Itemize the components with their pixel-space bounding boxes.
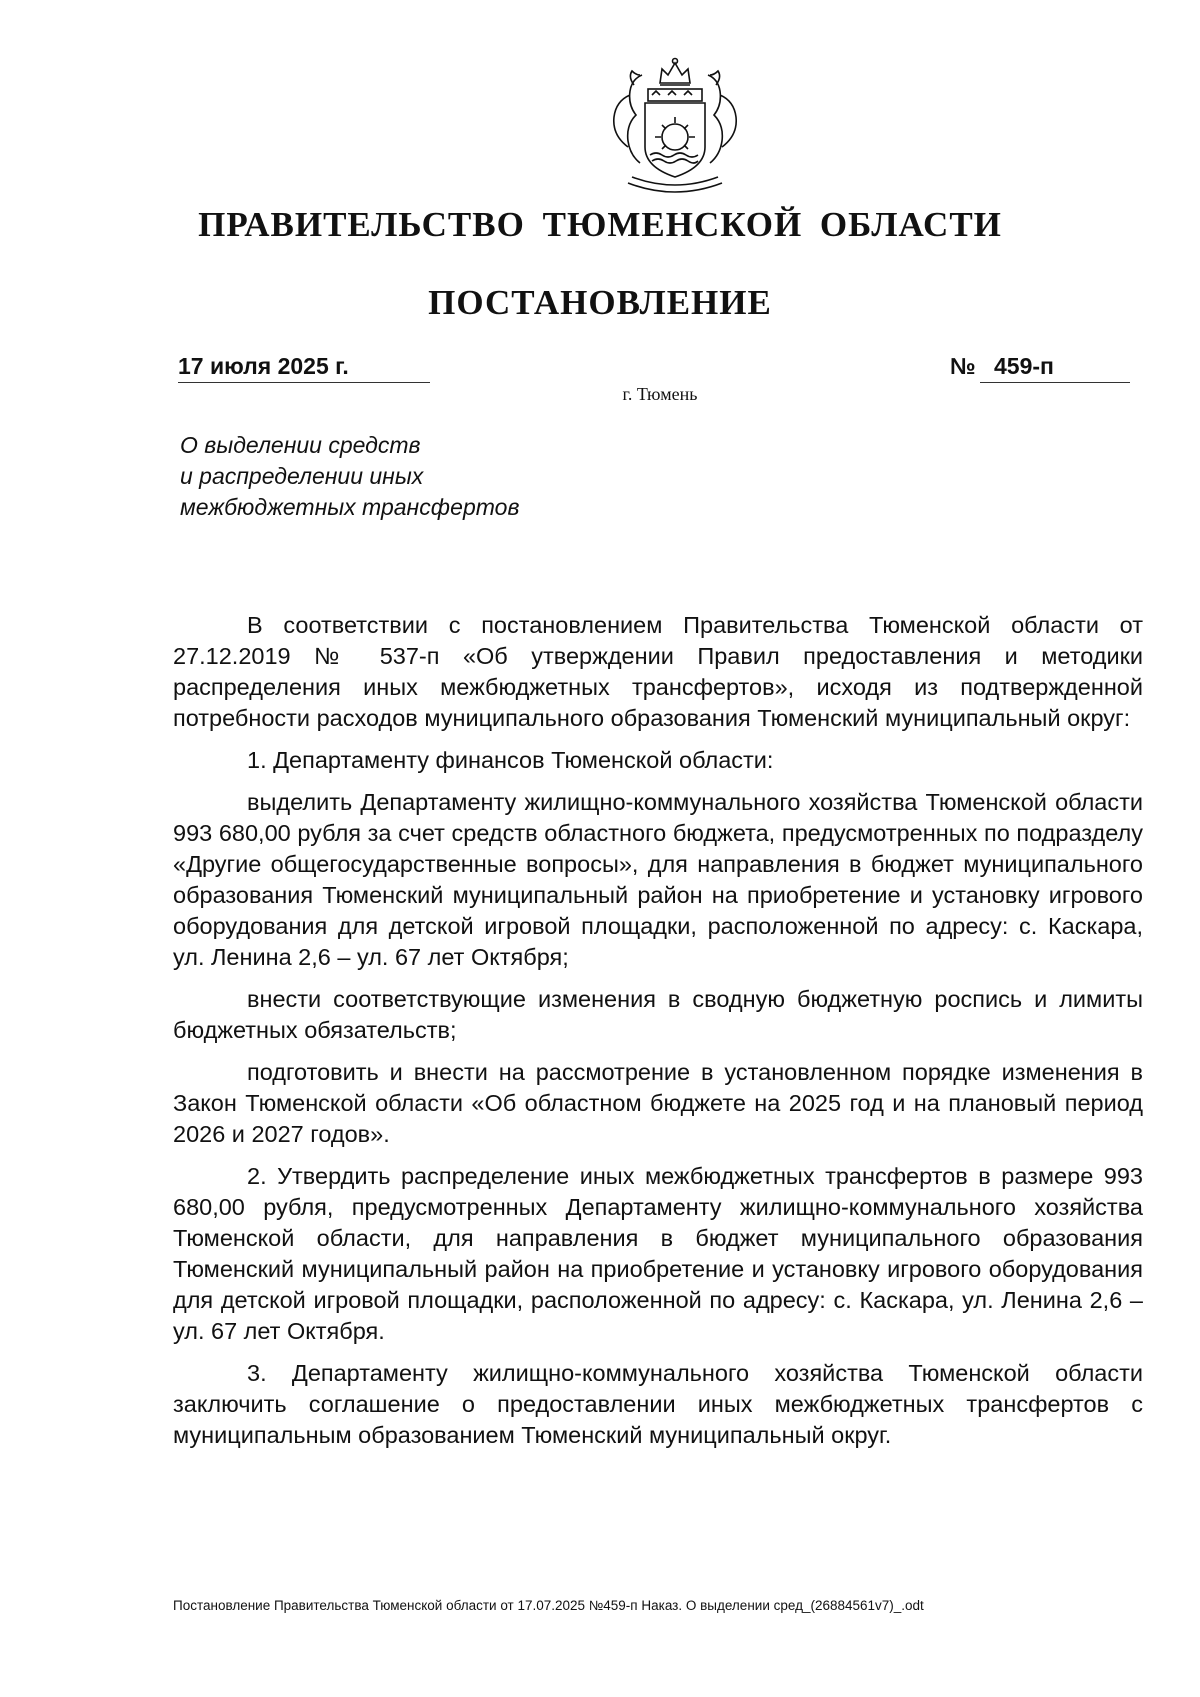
subject-line: и распределении иных (180, 463, 424, 489)
body-paragraph-budget-changes: внести соответствующие изменения в сводную бюджетную роспись и лимиты бюджетных обязательств; (173, 986, 1143, 1043)
body-paragraph-item-2: 2. Утвердить распределение иных межбюджетных трансфертов в размере 993 680,00 рубля, предусмотренных Департаменту жилищно-коммунального хозяйства Тюменской области, для направления в бюджет муниципального образования Тюменский муниципальный район на приобретение и установку игрового оборудования для детской игровой площадки, расположенной по адресу: с. Каскара, ул. Ленина 2,6 – ул. 67 лет Октября. (173, 1163, 1143, 1344)
document-date: 17 июля 2025 г. (178, 353, 430, 383)
document-type-heading: ПОСТАНОВЛЕНИЕ (428, 283, 772, 322)
tyumen-oblast-coat-of-arms-icon (590, 55, 760, 205)
document-body (173, 610, 1143, 1462)
document-number: 459-п (980, 353, 1130, 383)
document-subject (180, 430, 680, 523)
page-footer: Постановление Правительства Тюменской области от 17.07.2025 №459-п Наказ. О выделении сред_(26884561v7)_.odt (173, 1598, 924, 1613)
body-paragraph-preamble: В соответствии с постановлением Правительства Тюменской области от 27.12.2019 № 537-п «Об утверждении Правил предоставления и методики распределения иных межбюджетных трансфертов», исходя из подтвержденной потребности расходов муниципального образования Тюменский муниципальный округ: (173, 612, 1143, 731)
subject-line: О выделении средств (180, 432, 421, 458)
subject-line: межбюджетных трансфертов (180, 494, 520, 520)
number-sign: № (950, 353, 976, 379)
body-paragraph-item-1: 1. Департаменту финансов Тюменской области: (247, 747, 774, 773)
body-paragraph-allocate: выделить Департаменту жилищно-коммунального хозяйства Тюменской области 993 680,00 рубля за счет средств областного бюджета, предусмотренных по подразделу «Другие общегосударственные вопросы», для направления в бюджет муниципального образования Тюменский муниципальный район на приобретение и установку игрового оборудования для детской игровой площадки, расположенной по адресу: с. Каскара, ул. Ленина 2,6 – ул. 67 лет Октября; (173, 789, 1143, 970)
body-paragraph-law-amendments: подготовить и внести на рассмотрение в установленном порядке изменения в Закон Тюменской области «Об областном бюджете на 2025 год и на плановый период 2026 и 2027 годов». (173, 1059, 1143, 1147)
body-paragraph-item-3: 3. Департаменту жилищно-коммунального хозяйства Тюменской области заключить соглашение о предоставлении иных межбюджетных трансфертов с муниципальным образованием Тюменский муниципальный округ. (173, 1360, 1143, 1448)
city-label: г. Тюмень (622, 384, 698, 404)
government-title: ПРАВИТЕЛЬСТВО ТЮМЕНСКОЙ ОБЛАСТИ (198, 205, 1002, 244)
